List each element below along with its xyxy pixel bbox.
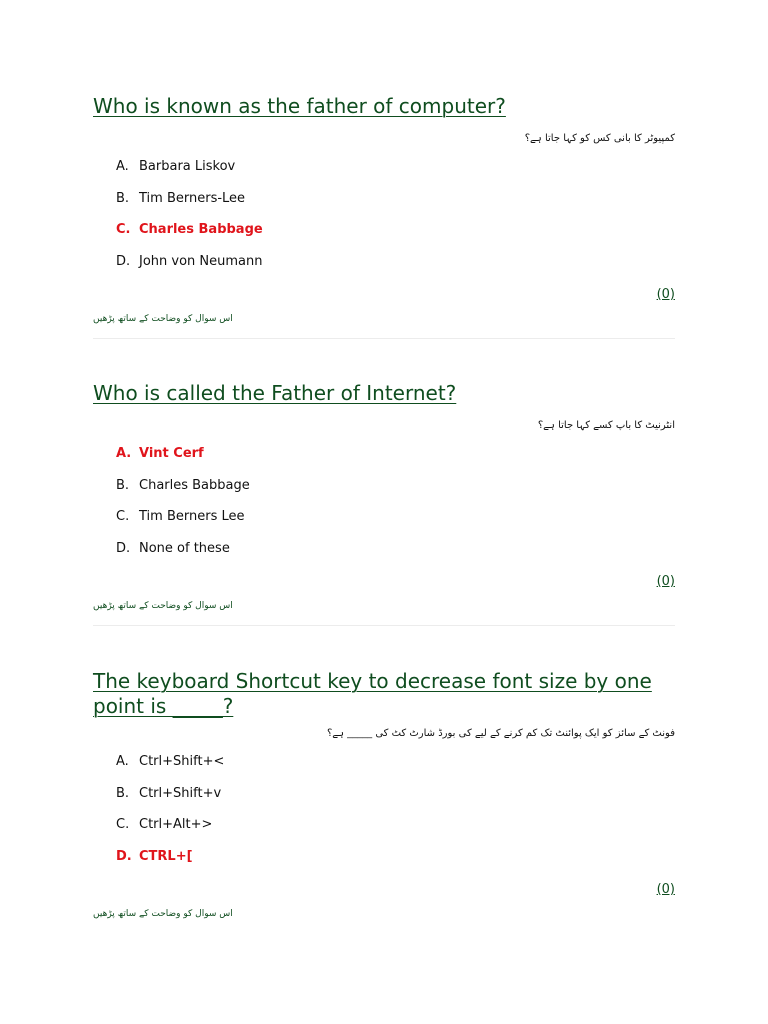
question-title[interactable]: Who is known as the father of computer? bbox=[93, 94, 506, 118]
question-block-1 bbox=[93, 94, 675, 339]
option-c-correct[interactable] bbox=[116, 222, 675, 238]
option-text: Ctrl+Shift+< bbox=[139, 754, 225, 769]
option-b[interactable] bbox=[116, 478, 675, 494]
options-list bbox=[93, 754, 675, 865]
urdu-question-text: کمپیوٹر کا بانی کس کو کہا جاتا ہے؟ bbox=[524, 133, 675, 144]
option-letter: A. bbox=[116, 754, 129, 769]
option-text: Charles Babbage bbox=[139, 222, 263, 237]
option-d[interactable] bbox=[116, 254, 675, 270]
option-letter: B. bbox=[116, 190, 130, 206]
question-title[interactable]: The keyboard Shortcut key to decrease font size by one point is _____? bbox=[93, 669, 652, 718]
urdu-question-text: انٹرنیٹ کا باپ کسے کہا جاتا ہے؟ bbox=[537, 420, 675, 431]
option-letter: D. bbox=[116, 540, 131, 556]
urdu-question-text: فونٹ کے سائز کو ایک پوائنٹ تک کم کرنے کے لیے کی بورڈ شارٹ کٹ کی _____ ہے؟ bbox=[326, 728, 675, 739]
option-d-correct[interactable] bbox=[116, 849, 675, 865]
question-title[interactable]: Who is called the Father of Internet? bbox=[93, 381, 457, 405]
read-with-explanation-link[interactable]: اس سوال کو وضاحت کے ساتھ پڑھیں bbox=[93, 314, 233, 324]
option-text: Ctrl+Alt+> bbox=[139, 817, 213, 832]
option-letter: C. bbox=[116, 222, 131, 237]
option-letter: C. bbox=[116, 817, 130, 832]
option-c[interactable] bbox=[116, 509, 675, 525]
option-text: CTRL+[ bbox=[139, 848, 193, 864]
option-c[interactable] bbox=[116, 817, 675, 833]
question-block-3 bbox=[93, 669, 675, 920]
option-text: Tim Berners-Lee bbox=[139, 190, 246, 206]
option-letter: B. bbox=[116, 477, 130, 493]
option-letter: C. bbox=[116, 509, 130, 524]
option-text: Barbara Liskov bbox=[139, 159, 236, 174]
option-text: Ctrl+Shift+v bbox=[139, 785, 222, 801]
option-text: Vint Cerf bbox=[139, 446, 204, 461]
read-with-explanation-link[interactable]: اس سوال کو وضاحت کے ساتھ پڑھیں bbox=[93, 909, 233, 919]
option-letter: D. bbox=[116, 848, 132, 864]
option-letter: A. bbox=[116, 159, 129, 174]
comment-count-link[interactable]: (0) bbox=[656, 574, 675, 589]
read-with-explanation-link[interactable]: اس سوال کو وضاحت کے ساتھ پڑھیں bbox=[93, 601, 233, 611]
option-b[interactable] bbox=[116, 191, 675, 207]
option-a-correct[interactable] bbox=[116, 446, 675, 462]
option-d[interactable] bbox=[116, 541, 675, 557]
option-letter: B. bbox=[116, 785, 130, 801]
option-text: John von Neumann bbox=[139, 253, 263, 269]
option-text: None of these bbox=[139, 540, 230, 556]
divider bbox=[93, 338, 675, 339]
option-letter: D. bbox=[116, 253, 131, 269]
options-list bbox=[93, 159, 675, 270]
option-text: Charles Babbage bbox=[139, 477, 250, 493]
count-row bbox=[93, 570, 675, 588]
explain-wrap bbox=[93, 301, 675, 325]
divider bbox=[93, 625, 675, 626]
comment-count-link[interactable]: (0) bbox=[656, 882, 675, 897]
count-row bbox=[93, 878, 675, 896]
option-letter: A. bbox=[116, 446, 132, 461]
option-a[interactable] bbox=[116, 159, 675, 175]
option-text: Tim Berners Lee bbox=[139, 509, 245, 524]
explain-wrap bbox=[93, 896, 675, 920]
options-list bbox=[93, 446, 675, 557]
count-row bbox=[93, 283, 675, 301]
comment-count-link[interactable]: (0) bbox=[656, 287, 675, 302]
explain-wrap bbox=[93, 588, 675, 612]
option-b[interactable] bbox=[116, 786, 675, 802]
question-block-2 bbox=[93, 381, 675, 626]
option-a[interactable] bbox=[116, 754, 675, 770]
